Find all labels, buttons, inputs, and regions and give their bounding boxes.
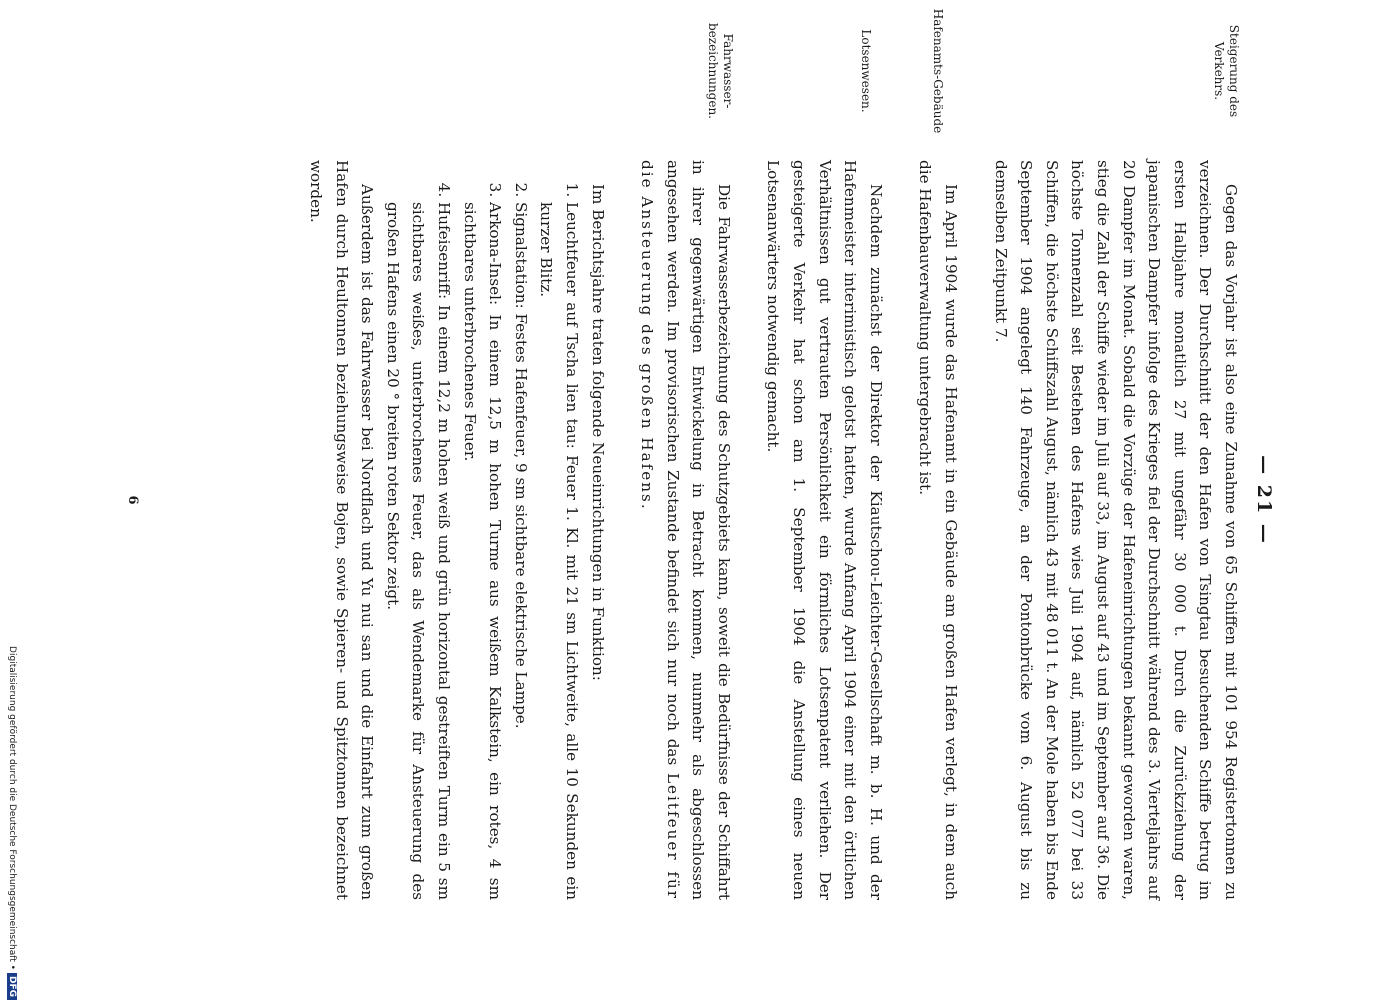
dfg-logo: DFG xyxy=(7,973,17,1000)
neueinrichtungen-list xyxy=(379,160,584,900)
margin-note-lotsenwesen: Lotsenwesen. xyxy=(859,29,873,113)
margin-note-verkehr: Steigerung des Verkehrs. xyxy=(1212,24,1241,118)
margin-note-hafenamt: Hafenamts-Gebäude xyxy=(931,8,945,134)
footer-text: Digitalisierung gefördert durch die Deutsche Forschungsgemeinschaft • xyxy=(7,646,17,970)
paragraph-lotsenwesen: Nachdem zunächst der Direktor der Kiautschou-Leichter-Gesellschaft m. b. H. und der Hafenmeister interimistisch gelotst hatten, wurde Anfang April 1904 einer mit den örtlichen Verhältnissen gut vertrauten Persönlichkeit ein förmliches Lotsenpatent verliehen. Der gesteigerte Verkehr hat schon am 1. September 1904 die Anstellung eines neuen Lotsenanwärters notwendig gemacht. xyxy=(764,160,885,900)
list-item: 4. Hufeisenriff: In einem 12,2 m hohen weiß und grün horizontal gestreiften Turm ein 5 sm sichtbares weißes, unterbrochenes Feuer, das als Wendemarke für Ansteuerung des großen Hafens einen 20 ° breiten roten Sektor zeigt. xyxy=(379,202,456,900)
paragraph-fahrwasser-main: Die Fahrwasserbezeichnung des Schutzgebiets kann, soweit die Bedürfnisse der Schiffahrt in ihrer gegenwärtigen Entwickelung in Betracht kommen, nunmehr als abgeschlossen angesehen werden. Im provisorischen Zustande befindet sich nur noch das xyxy=(663,160,733,900)
paragraph-fahrwasser xyxy=(634,160,736,900)
digitization-footer xyxy=(7,0,17,1000)
margin-note-fahrwasser: Fahrwasser-bezeichnungen. xyxy=(706,22,735,119)
paragraph-verkehr: Gegen das Vorjahr ist also eine Zunahme von 65 Schiffen mit 101 954 Registertonnen zu verzeichnen. Der Durchschnitt der den Hafen von Tsingtau besuchenden Schiffe betrug im ersten Halbjahre monatlich 27 mit ungefähr 30 000 t. Durch die Zurückziehung der japanischen Dampfer infolge des Krieges fiel der Durchschnitt während des 3. Vierteljahrs auf 20 Dampfer im Monat. Sobald die Vorzüge der Hafeneinrichtungen bekannt geworden waren, stieg die Zahl der Schiffe wieder im Juli auf 33, im August auf 43 und im September auf 36. Die höchste Tonnenzahl seit Bestehen des Hafens wies Juli 1904 auf, nämlich 52 077 bei 33 Schiffen, die höchste Schiffszahl August, nämlich 43 mit 48 011 t. An der Mole haben bis Ende September 1904 angelegt 140 Fahrzeuge, an der Pontonbrücke vom 6. August bis zu demselben Zeitpunkt 7. xyxy=(991,160,1240,900)
paragraph-hafenamt: Im April 1904 wurde das Hafenamt in ein Gebäude am großen Hafen verlegt, in dem auch die Hafenbauverwaltung untergebracht ist. xyxy=(916,160,961,900)
page-header: — 21 — xyxy=(1253,455,1275,545)
body-text xyxy=(302,160,1243,900)
list-item: 2. Signalstation: Festes Hafenfeuer, 9 sm sichtbare elektrische Lampe. xyxy=(507,202,533,900)
paragraph-ausserdem: Außerdem ist das Fahrwasser bei Nordflach und Yu nui san und die Einfahrt zum großen Hafen durch Heultonnen beziehungsweise Bojen, sowie Spieren- und Spitztonnen bezeichnet worden. xyxy=(307,160,377,900)
paragraph-fahrwasser-end: . xyxy=(638,503,657,509)
list-item: 1. Leuchtfeuer auf Tscha lien tau: Feuer 1. Kl. mit 21 sm Lichtweite, alle 10 Sekunden ein kurzer Blitz. xyxy=(533,202,584,900)
paragraph-fahrwasser-spaced: Leitfeuer für die Ansteuerung des großen Hafens xyxy=(638,160,682,900)
list-item: 3. Arkona-Insel: In einem 12,5 m hohen Turme aus weißem Kalkstein, ein rotes, 4 sm sichtbares unterbrochenes Feuer. xyxy=(456,202,507,900)
page-number: 6 xyxy=(125,495,140,505)
paragraph-neueinrichtungen: Im Berichtsjahre traten folgende Neueinrichtungen in Funktion: xyxy=(588,184,607,681)
